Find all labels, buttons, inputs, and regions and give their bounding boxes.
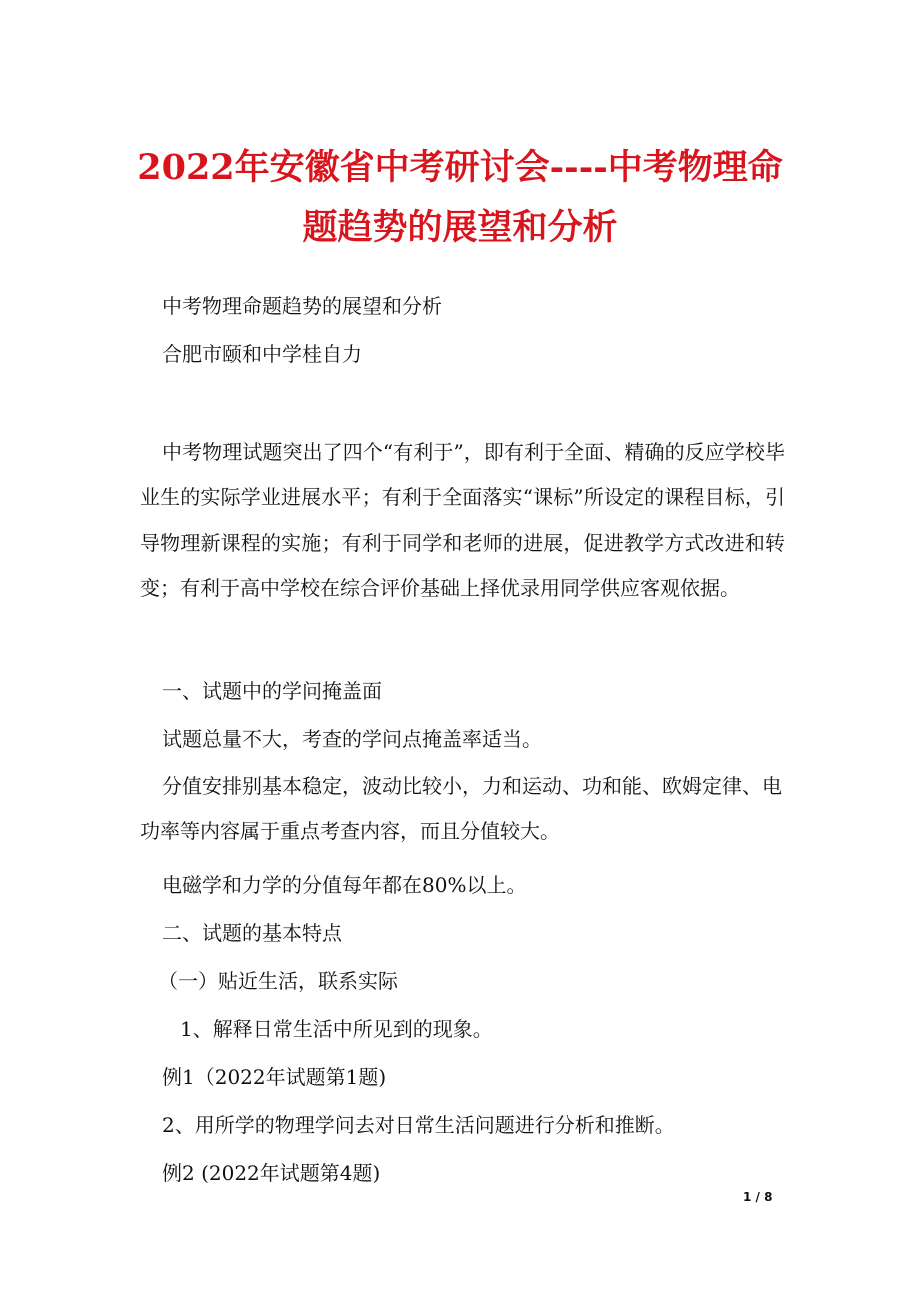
author-line: 合肥市颐和中学桂自力 xyxy=(162,342,362,366)
section-2-subheading-1: （一）贴近生活，联系实际 xyxy=(158,969,398,993)
title-line-1: 2022年安徽省中考研讨会----中考物理命 xyxy=(137,147,783,188)
section-2-heading: 二、试题的基本特点 xyxy=(162,921,342,945)
section-1-paragraph-3: 电磁学和力学的分值每年都在80%以上。 xyxy=(162,873,527,897)
intro-paragraph: 中考物理试题突出了四个“有利于”，即有利于全面、精确的反应学校毕业生的实际学业进展水平；有利于全面落实“课标”所设定的课程目标，引导物理新课程的实施；有利于同学和老师的进展，促进教学方式改进和转变；有利于高中学校在综合评价基础上择优录用同学供应客观依据。 xyxy=(140,440,785,600)
list-item-2: 2、用所学的物理学问去对日常生活问题进行分析和推断。 xyxy=(162,1113,675,1137)
section-1-paragraph-1: 试题总量不大，考查的学问点掩盖率适当。 xyxy=(162,727,542,751)
list-item-1: 1、解释日常生活中所见到的现象。 xyxy=(180,1017,493,1041)
page-number: 1 / 8 xyxy=(743,1190,773,1204)
example-1: 例1（2022年试题第1题) xyxy=(162,1065,387,1089)
document-title xyxy=(100,138,820,258)
section-1-heading: 一、试题中的学问掩盖面 xyxy=(162,679,382,703)
example-2: 例2 (2022年试题第4题) xyxy=(162,1161,381,1185)
title-line-2: 题趋势的展望和分析 xyxy=(302,207,618,248)
section-1-paragraph-2: 分值安排别基本稳定，波动比较小，力和运动、功和能、欧姆定律、电功率等内容属于重点考查内容，而且分值较大。 xyxy=(140,774,782,843)
subtitle: 中考物理命题趋势的展望和分析 xyxy=(162,294,442,318)
